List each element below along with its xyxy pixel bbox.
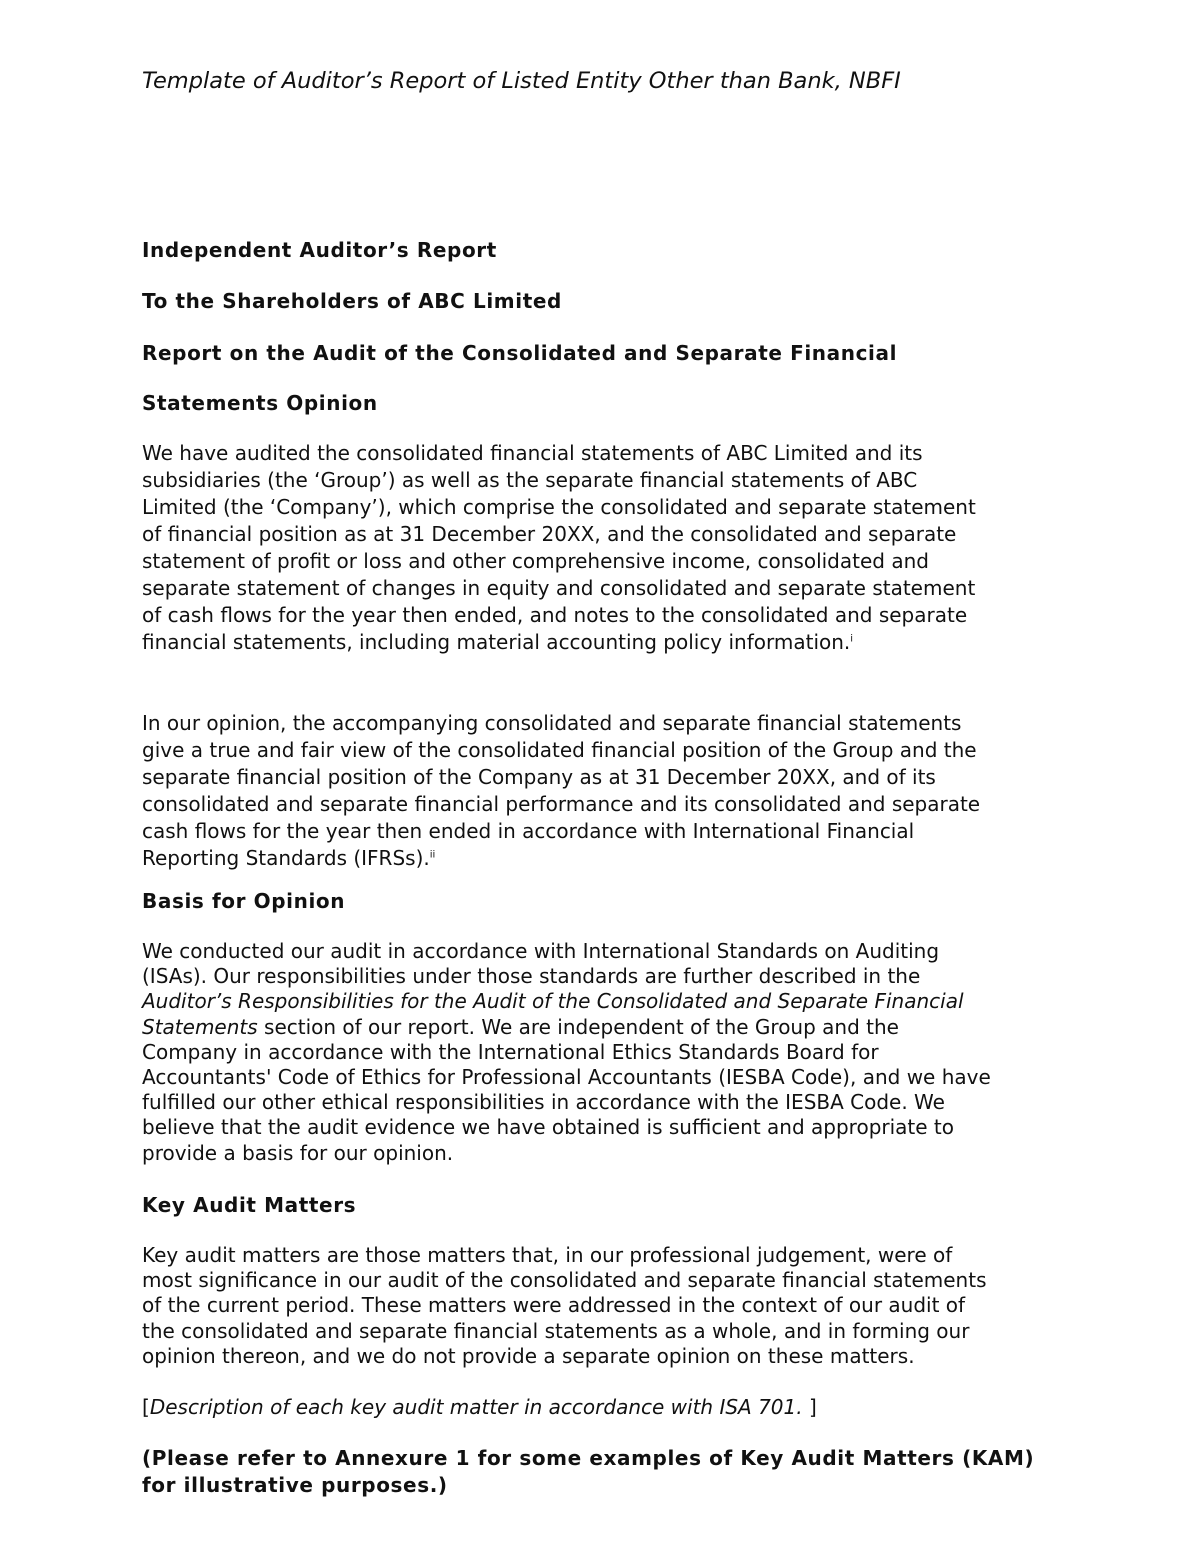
paragraph-line: opinion thereon, and we do not provide a separate opinion on these matters. (142, 1343, 915, 1368)
report-heading: Independent Auditor’s Report (142, 238, 497, 262)
paragraph-line: (ISAs). Our responsibilities under those standards are further described in the (142, 964, 921, 989)
paragraph-line: In our opinion, the accompanying consolidated and separate financial statements (142, 711, 962, 735)
paragraph-line: We conducted our audit in accordance with International Standards on Auditing (142, 939, 940, 963)
paragraph-line: Auditor’s Responsibilities for the Audit of the Consolidated and Separate Financial (142, 989, 964, 1014)
paragraph-line: of the current period. These matters were addressed in the context of our audit of (142, 1293, 966, 1318)
paragraph-line: subsidiaries (the ‘Group’) as well as the separate financial statements of ABC (142, 468, 918, 492)
paragraph-line: provide a basis for our opinion. (142, 1140, 454, 1165)
key-audit-matters-heading: Key Audit Matters (142, 1193, 357, 1217)
basis-paragraph (142, 939, 1067, 1166)
paragraph-line: statement of profit or loss and other comprehensive income, consolidated and (142, 549, 929, 573)
paragraph-line: Statements section of our report. We are independent of the Group and the (142, 1014, 899, 1039)
addressee-heading: To the Shareholders of ABC Limited (142, 289, 562, 313)
paragraph-line: separate financial position of the Company as at 31 December 20XX, and of its (142, 765, 936, 789)
annexure-note-line: for illustrative purposes.) (142, 1473, 448, 1497)
paragraph-line: separate statement of changes in equity and consolidated and separate statement (142, 576, 976, 600)
paragraph-line: most significance in our audit of the consolidated and separate financial statements (142, 1268, 987, 1293)
paragraph-line: We have audited the consolidated financial statements of ABC Limited and its (142, 441, 923, 465)
paragraph-line: Reporting Standards (IFRSs).$^{ii}$ (142, 846, 436, 870)
paragraph-line: cash flows for the year then ended in accordance with International Financial (142, 819, 915, 843)
paragraph-line: the consolidated and separate financial statements as a whole, and in forming our (142, 1318, 970, 1343)
audited-paragraph (142, 440, 1067, 656)
paragraph-line: give a true and fair view of the consolidated financial position of the Group and the (142, 738, 977, 762)
annexure-note-line: (Please refer to Annexure 1 for some examples of Key Audit Matters (KAM) (142, 1446, 1035, 1470)
opinion-paragraph (142, 710, 1067, 872)
paragraph-line: Company in accordance with the International Ethics Standards Board for (142, 1039, 879, 1064)
paragraph-line: financial statements, including material accounting policy information.$^i$ (142, 630, 854, 654)
kam-description-placeholder: [Description of each key audit matter in accordance with ISA 701. ] (142, 1395, 817, 1419)
paragraph-line: believe that the audit evidence we have obtained is sufficient and appropriate to (142, 1115, 955, 1140)
paragraph-line: of financial position as at 31 December 20XX, and the consolidated and separate (142, 522, 957, 546)
footnote-marker: ii (429, 849, 436, 861)
paragraph-line: consolidated and separate financial performance and its consolidated and separate (142, 792, 981, 816)
paragraph-line: of cash flows for the year then ended, and notes to the consolidated and separate (142, 603, 968, 627)
opinion-heading: Statements Opinion (142, 391, 378, 415)
paragraph-line: Key audit matters are those matters that, in our professional judgement, were of (142, 1243, 953, 1267)
footnote-marker: i (850, 633, 854, 645)
document-title: Template of Auditor’s Report of Listed Entity Other than Bank, NBFI (142, 68, 901, 94)
paragraph-line: Accountants' Code of Ethics for Professional Accountants (IESBA Code), and we have (142, 1065, 991, 1090)
basis-heading: Basis for Opinion (142, 889, 346, 913)
paragraph-line: fulfilled our other ethical responsibilities in accordance with the IESBA Code. We (142, 1090, 945, 1115)
annexure-note (142, 1445, 1034, 1499)
key-audit-matters-paragraph (142, 1243, 1067, 1369)
paragraph-line: Limited (the ‘Company’), which comprise the consolidated and separate statement (142, 495, 976, 519)
report-on-audit-heading: Report on the Audit of the Consolidated and Separate Financial (142, 341, 898, 365)
